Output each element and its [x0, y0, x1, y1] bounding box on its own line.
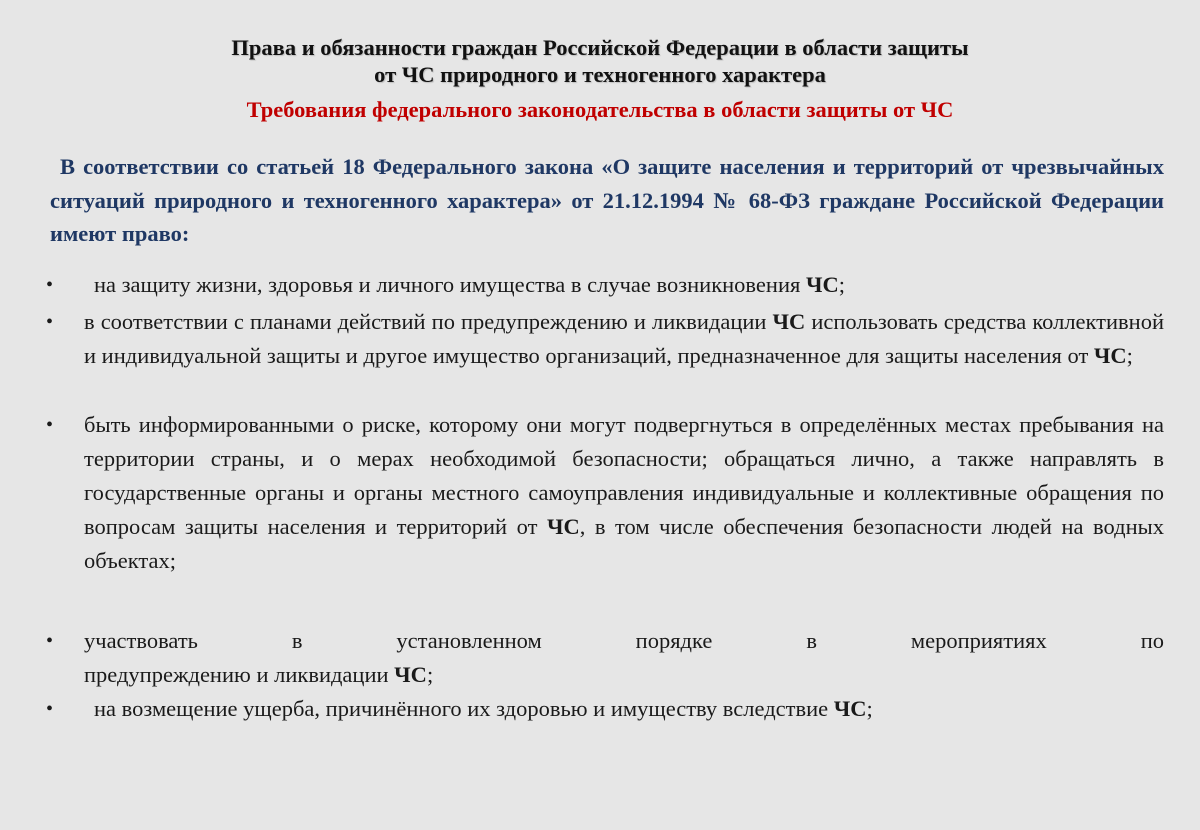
bullet-icon: • — [46, 414, 54, 436]
title-line-2: от ЧС природного и техногенного характера — [374, 62, 826, 87]
intro-paragraph: В соответствии со статьей 18 Федерального закона «О защите населения и территорий от чрезвычайных ситуаций природного и техногенного характера» от 21.12.1994 № 68-ФЗ граждане Российской Федерации имеют право: — [50, 154, 1164, 246]
item-text: предупреждению и ликвидации — [84, 662, 395, 687]
list-item — [46, 692, 1164, 726]
term-bold: ЧС — [1093, 343, 1127, 368]
item-word: установленном — [396, 628, 542, 653]
item-text: , в том числе обеспечения безопасности людей на водных объектах; — [84, 514, 1164, 573]
bullet-icon: • — [46, 698, 54, 720]
item-word: в — [806, 628, 817, 653]
list-item — [46, 268, 1164, 302]
item-text: ; — [1126, 343, 1133, 368]
item-word: в — [291, 628, 303, 653]
term-bold: ЧС — [772, 309, 806, 334]
item-text: ; — [838, 272, 846, 297]
term-bold: ЧС — [546, 514, 580, 539]
item-text: использовать средства коллективной и индивидуальной защиты и другое имущество организаций, предназначенное для защиты населения от — [84, 309, 1165, 368]
bullet-icon: • — [46, 311, 54, 333]
item-text: в соответствии с планами действий по предупреждению и ликвидации — [84, 309, 773, 334]
bullet-icon: • — [46, 630, 54, 652]
item-line-spread — [84, 624, 1164, 658]
item-word: участвовать — [84, 628, 198, 653]
list-item — [46, 408, 1164, 578]
term-bold: ЧС — [394, 662, 427, 687]
item-text: ; — [426, 662, 434, 687]
list-item — [46, 305, 1165, 373]
item-word: по — [1140, 628, 1164, 653]
slide-subtitle: Требования федерального законодательства в области защиты от ЧС — [246, 97, 954, 122]
list-item — [46, 624, 1164, 692]
item-text: на защиту жизни, здоровья и личного имущества в случае возникновения — [94, 272, 806, 297]
item-word: мероприятиях — [910, 628, 1047, 653]
term-bold: ЧС — [805, 272, 839, 297]
item-text: ; — [866, 696, 873, 721]
item-text: на возмещение ущерба, причинённого их здоровью и имуществу вследствие — [94, 696, 834, 721]
title-line-1: Права и обязанности граждан Российской Федерации в области защиты — [231, 35, 969, 60]
bullet-icon: • — [46, 274, 54, 296]
item-word: порядке — [635, 628, 713, 653]
item-text: быть информированными о риске, которому они могут подвергнуться в определённых местах пребывания на территории страны, и о мерах необходимой безопасности; обращаться лично, а также направлять в государственные органы и органы местного самоуправления индивидуальные и коллективные обращения по вопросам защиты населения и территорий от — [84, 412, 1164, 539]
term-bold: ЧС — [833, 696, 867, 721]
